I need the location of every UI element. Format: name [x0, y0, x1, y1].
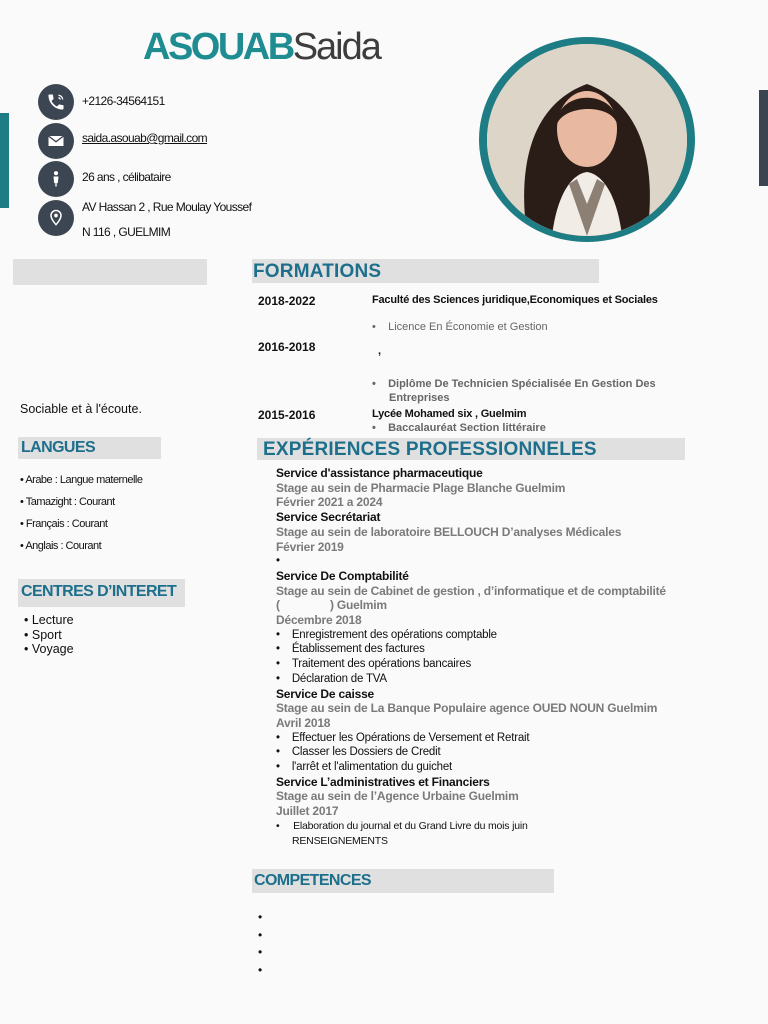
languages-header	[18, 437, 161, 459]
first-name: ASOUAB	[143, 26, 293, 68]
address-line1: AV Hassan 2 , Rue Moulay Youssef	[82, 200, 252, 214]
exp-task: • Elaboration du journal et du Grand Livre du mois juin	[276, 819, 528, 832]
formation-year: 2015-2016	[258, 408, 316, 422]
exp-title: Service De caisse	[276, 686, 375, 701]
interests-title: CENTRES D’INTERET	[21, 583, 177, 600]
exp-date: Juillet 2017	[276, 804, 339, 819]
exp-task: • Établissement des factures	[276, 643, 425, 656]
formations-header	[252, 259, 599, 283]
interest-item: • Voyage	[24, 642, 74, 656]
left-accent-bar	[0, 113, 9, 208]
exp-task: • Traitement des opérations bancaires	[276, 658, 472, 671]
formation-degree: • Licence En Économie et Gestion	[372, 321, 548, 333]
last-name: Saida	[292, 26, 380, 68]
exp-place: Stage au sein de La Banque Populaire agence OUED NOUN Guelmim	[276, 701, 658, 716]
formation-year: 2016-2018	[258, 340, 316, 354]
exp-task: • Déclaration de TVA	[276, 672, 387, 685]
email-link[interactable]: saida.asouab@gmail.com	[82, 131, 208, 145]
language-item: • Tamazight : Courant	[20, 496, 115, 508]
left-empty-header	[13, 259, 207, 285]
formation-school: Lycée Mohamed six , Guelmim	[372, 408, 527, 420]
formation-degree-cont: Entreprises	[389, 392, 450, 404]
exp-place: Stage au sein de Cabinet de gestion , d’informatique et de comptabilité	[276, 583, 666, 598]
exp-title: Service Secrétariat	[276, 510, 381, 525]
competence-bullet: •	[258, 910, 263, 924]
formation-school: ,	[378, 345, 381, 357]
language-item: • Arabe : Langue maternelle	[20, 474, 143, 486]
phone-icon	[38, 84, 74, 120]
mail-icon	[38, 123, 74, 159]
profile-text: Sociable et à l'écoute.	[20, 402, 142, 416]
formation-degree: • Diplôme De Technicien Spécialisée En Gestion Des	[372, 378, 656, 390]
interests-list	[24, 613, 74, 657]
formation-school: Faculté des Sciences juridique,Economiques et Sociales	[372, 294, 658, 306]
full-name	[143, 26, 380, 69]
formations-title: FORMATIONS	[253, 261, 382, 282]
exp-title: Service L’administratives et Financiers	[276, 774, 490, 789]
competences-list	[258, 909, 262, 979]
age-text: 26 ans , célibataire	[82, 170, 171, 184]
person-icon	[38, 161, 74, 197]
exp-place: Stage au sein de Pharmacie Plage Blanche Guelmim	[276, 480, 566, 495]
competences-header	[252, 869, 554, 893]
profile-photo	[487, 44, 687, 236]
languages-title: LANGUES	[21, 439, 96, 456]
exp-extra: RENSEIGNEMENTS	[292, 834, 388, 847]
phone-text: +2126-34564151	[82, 94, 165, 108]
exp-place: Stage au sein de l’Agence Urbaine Guelmim	[276, 789, 519, 804]
exp-place-cont: ( ) Guelmim	[276, 598, 387, 613]
exp-date: Avril 2018	[276, 715, 331, 730]
empty-bullet: •	[276, 555, 280, 568]
exp-date: Décembre 2018	[276, 613, 362, 628]
exp-task: • Classer les Dossiers de Credit	[276, 746, 441, 759]
language-item: • Français : Courant	[20, 518, 108, 530]
exp-title: Service d'assistance pharmaceutique	[276, 466, 483, 480]
competence-bullet: •	[258, 945, 263, 959]
competence-bullet: •	[258, 962, 263, 977]
right-accent-bar	[759, 90, 768, 186]
address-line2: N 116 , GUELMIM	[82, 225, 171, 239]
interest-item: • Sport	[24, 627, 62, 642]
exp-task: • Effectuer les Opérations de Versement et Retrait	[276, 731, 530, 744]
experiences-title: EXPÉRIENCES PROFESSIONNELES	[263, 439, 597, 460]
competences-title: COMPETENCES	[254, 872, 371, 889]
exp-date: Février 2021 a 2024	[276, 495, 383, 510]
formation-year: 2018-2022	[258, 294, 316, 308]
exp-date: Février 2019	[276, 539, 344, 554]
location-icon	[38, 200, 74, 236]
exp-task: • l'arrêt et l'alimentation du guichet	[276, 761, 453, 774]
experiences-header	[257, 438, 685, 460]
exp-title: Service De Comptabilité	[276, 568, 409, 583]
exp-place: Stage au sein de laboratoire BELLOUCH D’analyses Médicales	[276, 524, 622, 539]
language-item: • Anglais : Courant	[20, 540, 102, 552]
exp-task: • Enregistrement des opérations comptable	[276, 628, 497, 641]
interests-header	[18, 579, 185, 607]
interest-item: • Lecture	[24, 613, 74, 627]
competence-bullet: •	[258, 927, 263, 942]
formation-degree: • Baccalauréat Section littéraire	[372, 422, 546, 434]
experiences-list	[276, 466, 746, 848]
